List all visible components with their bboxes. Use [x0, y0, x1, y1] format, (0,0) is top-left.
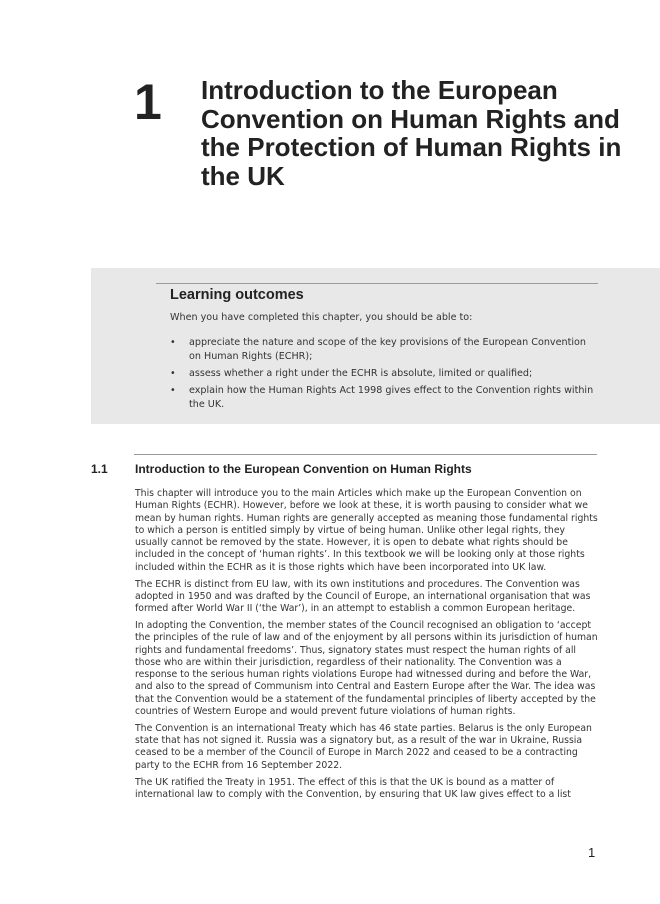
section-title: Introduction to the European Convention on Human Rights: [135, 462, 472, 476]
body-paragraph: The Convention is an international Treaty which has 46 state parties. Belarus is the only European state that has not signed it. Russia was a signatory but, as a result of the war in Ukraine, Russia ceased to be a member of the Council of Europe in March 2022 and ceased to be a contracting party to the ECHR from 16 September 2022.: [135, 722, 592, 771]
section-rule: [134, 454, 597, 455]
bullet-marker: •: [170, 368, 176, 379]
page-number: 1: [588, 845, 596, 860]
chapter-title: Introduction to the European Convention on Human Rights and the Protection of Human Rights in the UK: [201, 75, 622, 191]
learning-outcome-item: [170, 384, 600, 412]
learning-outcome-item: [170, 336, 600, 364]
section-body: [135, 488, 600, 806]
learning-outcomes-list: [170, 336, 600, 415]
learning-outcome-text: explain how the Human Rights Act 1998 gives effect to the Convention rights within the UK.: [189, 385, 594, 410]
bullet-marker: •: [170, 337, 176, 348]
body-paragraph: The UK ratified the Treaty in 1951. The effect of this is that the UK is bound as a matter of international law to comply with the Convention, by ensuring that UK law gives effect to a list: [135, 776, 571, 800]
learning-outcome-item: [170, 367, 600, 381]
section-number: 1.1: [91, 462, 108, 476]
learning-outcomes-heading: Learning outcomes: [170, 287, 304, 303]
learning-outcomes-intro: When you have completed this chapter, you should be able to:: [170, 312, 473, 323]
learning-outcome-text: assess whether a right under the ECHR is absolute, limited or qualified;: [189, 368, 533, 379]
learning-outcomes-rule: [156, 283, 598, 284]
body-paragraph: The ECHR is distinct from EU law, with its own institutions and procedures. The Convention was adopted in 1950 and was drafted by the Council of Europe, an international organisation that was formed after World War II (‘the War’), in an attempt to establish a common European heritage.: [135, 578, 591, 615]
bullet-marker: •: [170, 385, 176, 396]
learning-outcome-text: appreciate the nature and scope of the key provisions of the European Convention on Human Rights (ECHR);: [189, 337, 586, 362]
body-paragraph: In adopting the Convention, the member states of the Council recognised an obligation to ‘accept the principles of the rule of law and of the enjoyment by all persons within its jurisdiction of human rights and fundamental freedoms’. Thus, signatory states must respect the human rights of all those who are within their jurisdiction, regardless of their nationality. The Convention was a response to the serious human rights violations Europe had witnessed during and before the War, and also to the spread of Communism into Central and Eastern Europe after the War. The idea was that the Convention would be a statement of the fundamental principles of liberty accepted by the countries of Western Europe and would prevent future violations of human rights.: [135, 619, 598, 718]
body-paragraph: This chapter will introduce you to the main Articles which make up the European Convention on Human Rights (ECHR). However, before we look at these, it is worth pausing to consider what we mean by human rights. Human rights are generally accepted as meaning those fundamental rights to which a person is entitled simply by virtue of being human. Unlike other legal rights, they usually cannot be removed by the state. However, it is open to debate what rights should be included in the concept of ‘human rights’. In this textbook we will be looking only at those rights included within the ECHR as it is those rights which have been incorporated into UK law.: [135, 488, 598, 573]
chapter-number: 1: [134, 74, 162, 130]
